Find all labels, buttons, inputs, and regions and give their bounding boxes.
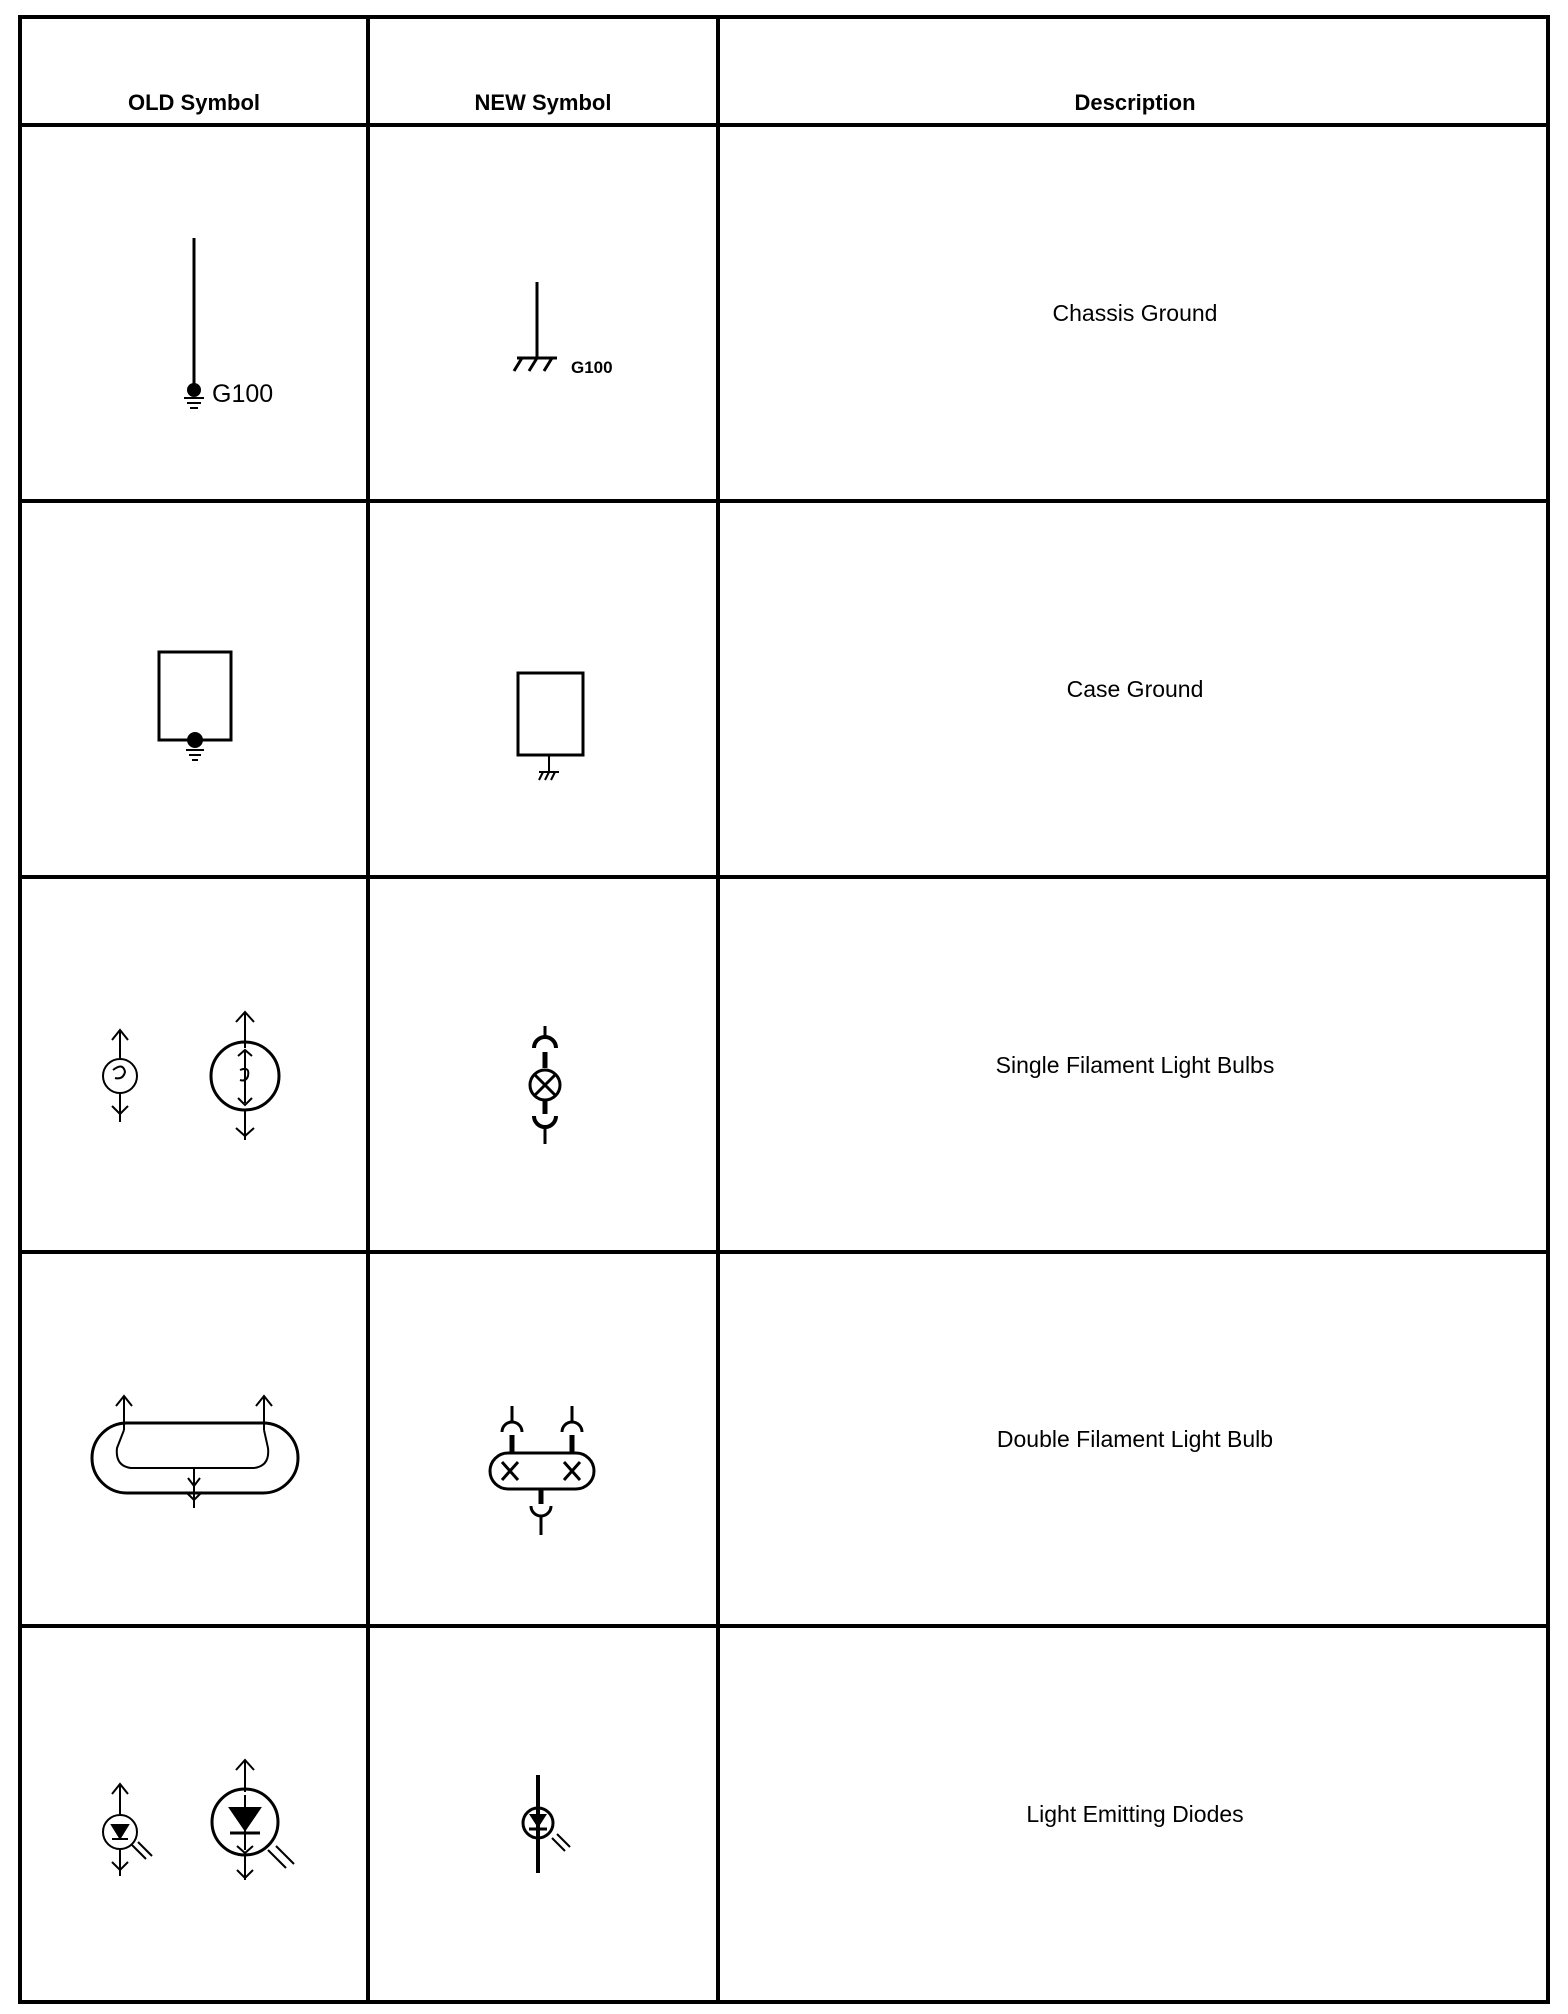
header-old-symbol: OLD Symbol: [127, 90, 260, 115]
description-chassis-ground: Chassis Ground: [1052, 300, 1218, 326]
led-new-symbol: [523, 1775, 570, 1873]
chassis-ground-old-symbol: [184, 238, 273, 408]
header-new-symbol: NEW Symbol: [474, 90, 612, 115]
case-ground-new-symbol: [518, 673, 583, 780]
chassis-ground-new-label: G100: [571, 358, 613, 377]
single-filament-bulb-new-symbol: [530, 1026, 560, 1144]
case-ground-old-symbol: [159, 652, 231, 760]
chassis-ground-new-symbol: [514, 282, 613, 377]
header-description: Description: [1074, 90, 1196, 115]
description-double-filament-light-bulb: Double Filament Light Bulb: [996, 1426, 1274, 1452]
led-old-symbols: [103, 1760, 294, 1880]
double-filament-bulb-new-symbol: [490, 1406, 594, 1535]
description-single-filament-light-bulbs: Single Filament Light Bulbs: [995, 1052, 1275, 1078]
description-light-emitting-diodes: Light Emitting Diodes: [1026, 1801, 1244, 1827]
description-case-ground: Case Ground: [1066, 676, 1204, 702]
double-filament-bulb-old-symbol: [92, 1396, 298, 1508]
single-filament-bulb-old-symbols: [103, 1012, 279, 1140]
chassis-ground-old-label: G100: [212, 380, 274, 408]
